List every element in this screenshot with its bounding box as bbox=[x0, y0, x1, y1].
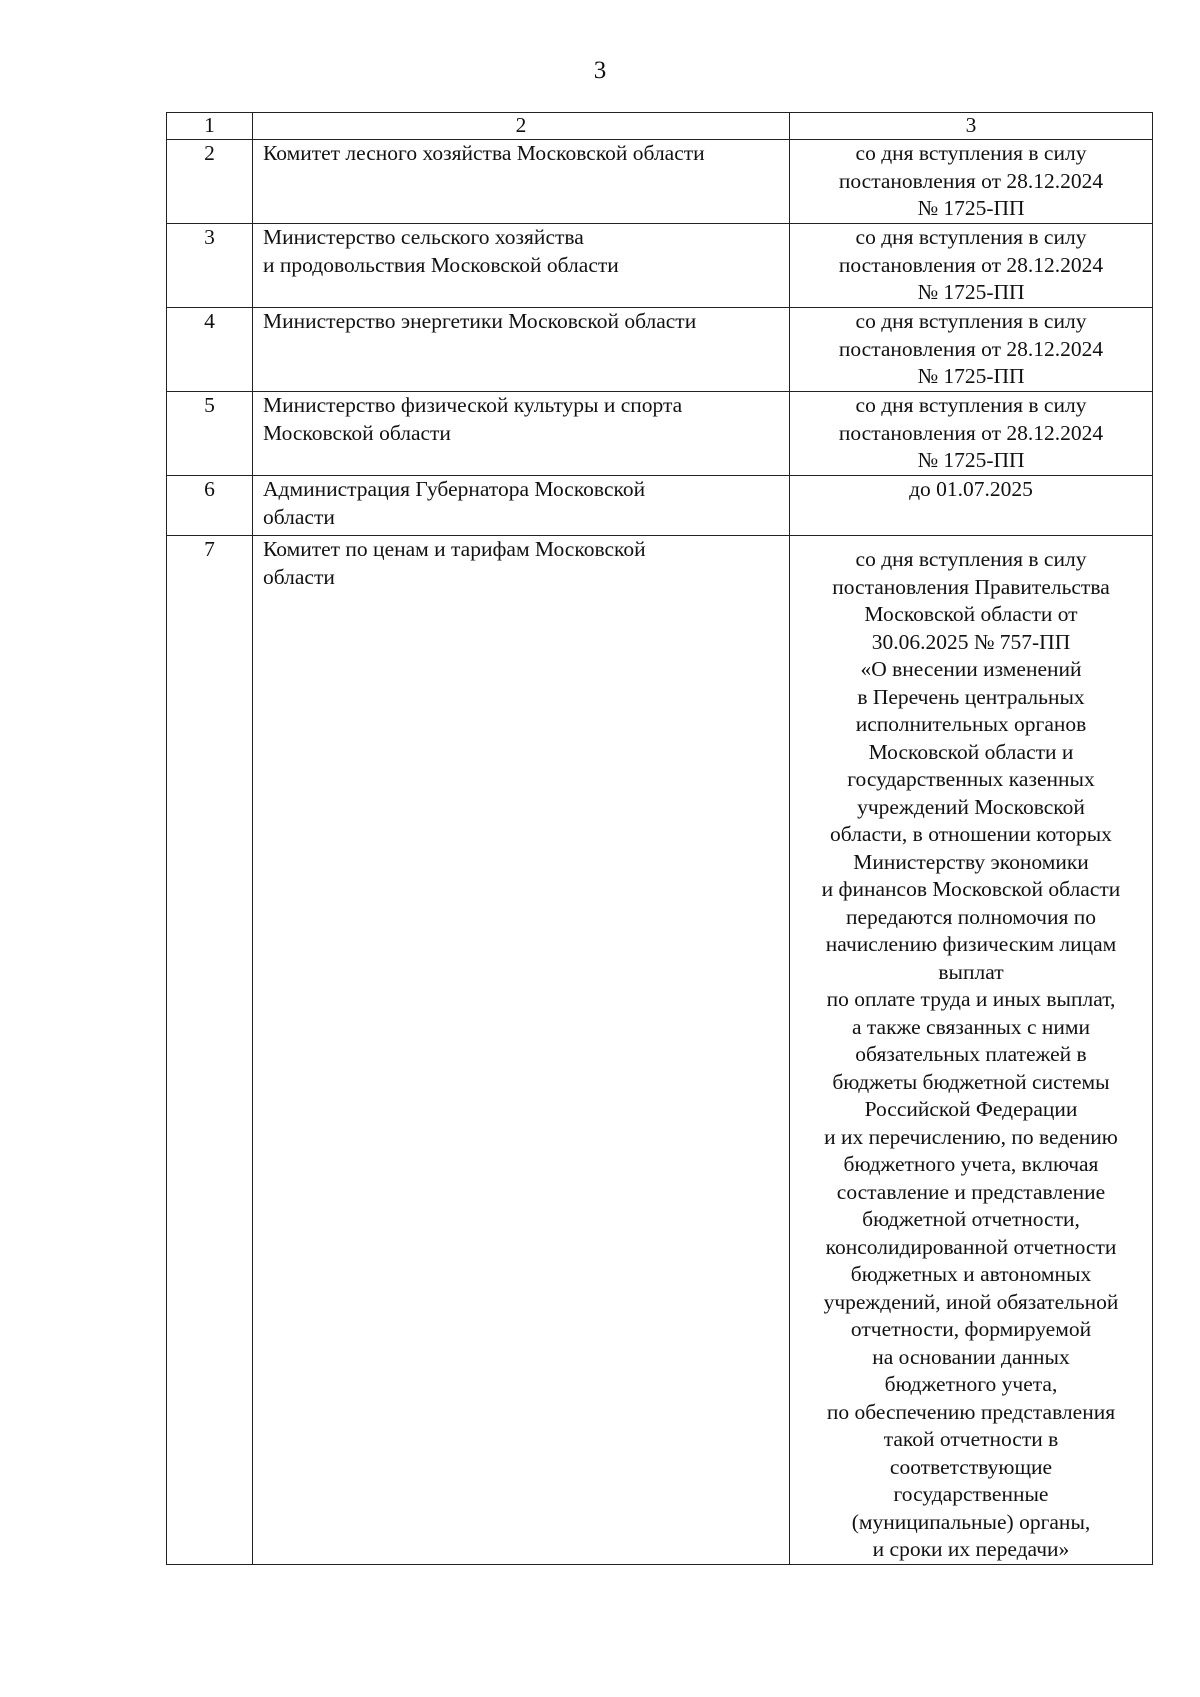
table-row bbox=[167, 140, 1153, 224]
organization-name: Министерство физической культуры и спорта Московской области bbox=[253, 392, 790, 476]
row-number: 7 bbox=[167, 536, 253, 1565]
table-row bbox=[167, 308, 1153, 392]
organizations-table bbox=[166, 112, 1153, 1565]
table-row bbox=[167, 224, 1153, 308]
table-row bbox=[167, 392, 1153, 476]
row-number: 6 bbox=[167, 476, 253, 536]
table-row bbox=[167, 476, 1153, 536]
column-header-1: 1 bbox=[167, 113, 253, 140]
column-header-3: 3 bbox=[790, 113, 1153, 140]
table-header-row bbox=[167, 113, 1153, 140]
transfer-term: до 01.07.2025 bbox=[790, 476, 1153, 536]
transfer-term: со дня вступления в силу постановления от 28.12.2024 № 1725-ПП bbox=[790, 224, 1153, 308]
transfer-term: со дня вступления в силу постановления Правительства Московской области от 30.06.2025 № 757-ПП «О внесении изменений в Перечень центральных исполнительных органов Московской области и государственных казенных учреждений Московской области, в отношении которых Министерству экономики и финансов Московской области передаются полномочия по начислению физическим лицам выплат по оплате труда и иных выплат, а также связанных с ними обязательных платежей в бюджеты бюджетной системы Российской Федерации и их перечислению, по ведению бюджетного учета, включая составление и представление бюджетной отчетности, консолидированной отчетности бюджетных и автономных учреждений, иной обязательной отчетности, формируемой на основании данных бюджетного учета, по обеспечению представления такой отчетности в соответствующие государственные (муниципальные) органы, и сроки их передачи» bbox=[790, 536, 1153, 1565]
organization-name: Министерство энергетики Московской области bbox=[253, 308, 790, 392]
transfer-term: со дня вступления в силу постановления от 28.12.2024 № 1725-ПП bbox=[790, 308, 1153, 392]
organization-name: Администрация Губернатора Московской области bbox=[253, 476, 790, 536]
column-header-2: 2 bbox=[253, 113, 790, 140]
organization-name: Комитет лесного хозяйства Московской области bbox=[253, 140, 790, 224]
transfer-term: со дня вступления в силу постановления от 28.12.2024 № 1725-ПП bbox=[790, 392, 1153, 476]
row-number: 5 bbox=[167, 392, 253, 476]
transfer-term: со дня вступления в силу постановления от 28.12.2024 № 1725-ПП bbox=[790, 140, 1153, 224]
page-number: 3 bbox=[593, 57, 607, 84]
organization-name: Министерство сельского хозяйства и продовольствия Московской области bbox=[253, 224, 790, 308]
row-number: 2 bbox=[167, 140, 253, 224]
table-row bbox=[167, 536, 1153, 1565]
organization-name: Комитет по ценам и тарифам Московской области bbox=[253, 536, 790, 1565]
row-number: 4 bbox=[167, 308, 253, 392]
row-number: 3 bbox=[167, 224, 253, 308]
